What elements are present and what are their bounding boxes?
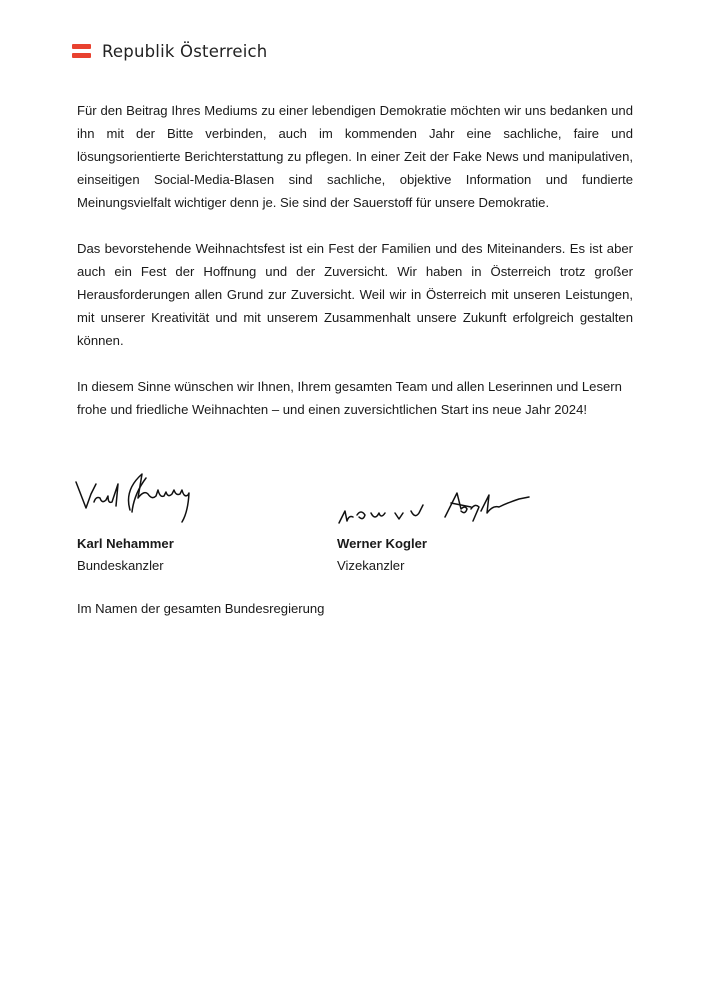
- signer-name-2: Werner Kogler: [337, 536, 427, 551]
- brand-name: Republik Österreich: [102, 41, 268, 61]
- closing-line: Im Namen der gesamten Bundesregierung: [77, 601, 325, 616]
- kogler-signature-icon: [333, 485, 533, 530]
- letter-body: [77, 99, 633, 444]
- signer-name-1: Karl Nehammer: [77, 536, 174, 551]
- signer-title-1: Bundeskanzler: [77, 558, 164, 573]
- paragraph-thanks: Für den Beitrag Ihres Mediums zu einer lebendigen Demokratie möchten wir uns bedanken und ihn mit der Bitte verbinden, auch im kommenden Jahr eine sachliche, faire und lösungsorientierte Berichterstattung zu pflegen. In einer Zeit der Fake News und manipulativen, einseitigen Social-Media-Blasen sind sachliche, objektive Information und fundierte Meinungsvielfalt wichtiger denn je. Sie sind der Sauerstoff für unsere Demokratie.: [77, 103, 633, 210]
- signer-title-2: Vizekanzler: [337, 558, 405, 573]
- nehammer-signature-icon: [72, 460, 202, 530]
- paragraph-wishes: In diesem Sinne wünschen wir Ihnen, Ihrem gesamten Team und allen Leserinnen und Lesern frohe und friedliche Weihnachten – und einen zuversichtlichen Start ins neue Jahr 2024!: [77, 379, 622, 417]
- paragraph-christmas: Das bevorstehende Weihnachtsfest ist ein Fest der Familien und des Miteinanders. Es ist aber auch ein Fest der Hoffnung und der Zuversicht. Wir haben in Österreich trotz großer Herausforderungen allen Grund zur Zuversicht. Weil wir in Österreich mit unseren Leistungen, mit unserer Kreativität und mit unserem Zusammenhalt unsere Zukunft erfolgreich gestalten können.: [77, 241, 633, 348]
- letterhead: [72, 40, 267, 62]
- austria-flag-logo-icon: [72, 43, 91, 59]
